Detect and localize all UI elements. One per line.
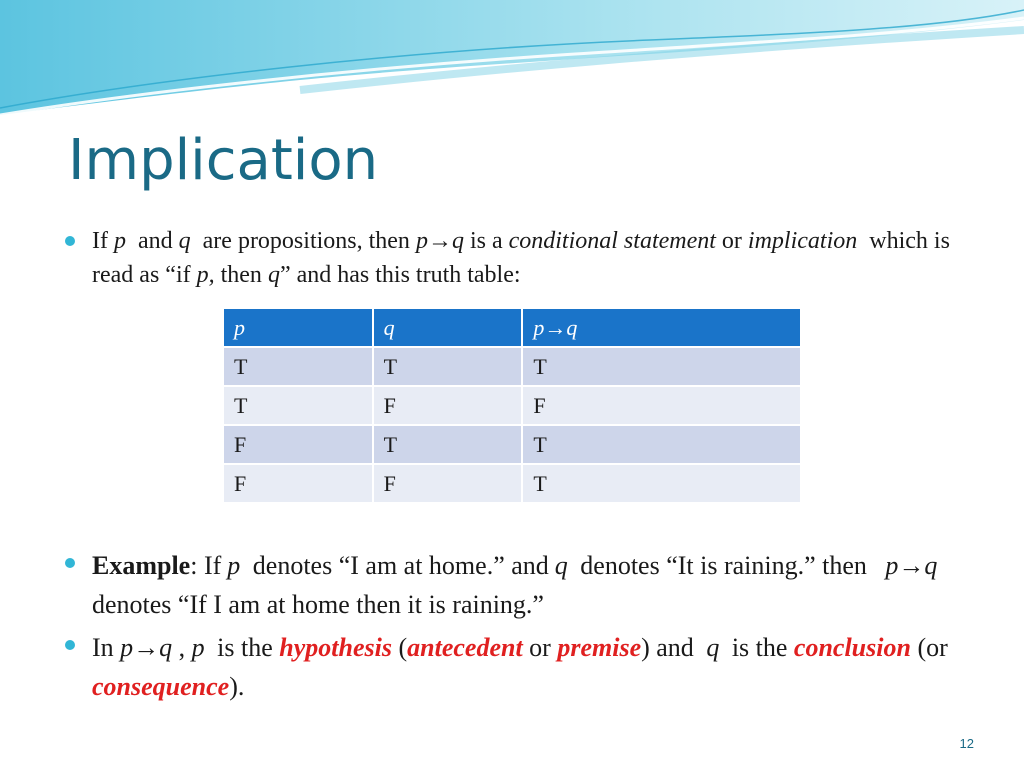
bullet-definition (92, 224, 952, 292)
math-p: p (113, 228, 126, 254)
text: In (92, 633, 114, 662)
text: ) and (641, 633, 694, 662)
term-implication: implication (747, 228, 858, 254)
text: which is read as “if (92, 228, 950, 288)
text: is a (469, 228, 503, 254)
text: is the (731, 633, 788, 662)
table-cell: F (223, 464, 373, 503)
math-q: q (178, 228, 191, 254)
math-p-implies-q: p→q (120, 633, 173, 662)
table-cell: T (223, 347, 373, 386)
header-cell-p: p (223, 308, 373, 347)
bullet-example (92, 546, 972, 624)
table-cell: F (373, 386, 523, 425)
text: (or (917, 633, 948, 662)
table-cell: F (373, 464, 523, 503)
table-cell: T (223, 386, 373, 425)
table-cell: T (373, 425, 523, 464)
text: denotes “It is raining.” then (580, 551, 867, 580)
table-cell: T (522, 464, 801, 503)
table-row (223, 425, 801, 464)
truth-table (222, 307, 802, 504)
text: denotes “I am at home.” and (252, 551, 549, 580)
text: ” and has this truth table: (279, 262, 521, 288)
term-conditional-statement: conditional statement (508, 228, 716, 254)
text: is the (217, 633, 273, 662)
text: then (220, 262, 262, 288)
slide-title: Implication (68, 128, 379, 193)
math-q: q (706, 633, 720, 662)
bullet-terminology (92, 628, 972, 706)
text: are propositions, then (202, 228, 410, 254)
table-cell: T (522, 425, 801, 464)
text: , (178, 633, 186, 662)
table-cell: F (522, 386, 801, 425)
math-q: q (554, 551, 568, 580)
term-hypothesis: hypothesis (279, 633, 392, 662)
math-p: p, (196, 262, 215, 288)
slide-number: 12 (959, 736, 974, 751)
math-q: q (267, 262, 280, 288)
text: or (529, 633, 551, 662)
header-cell-p-implies-q: p→q (522, 308, 801, 347)
table-cell: T (522, 347, 801, 386)
text: If (92, 228, 108, 254)
math-p: p (191, 633, 205, 662)
term-consequence: consequence (92, 672, 230, 701)
math-p-implies-q: p→q (415, 228, 464, 254)
text: : If (190, 551, 222, 580)
header-wave-decoration (0, 0, 1024, 130)
text: ( (398, 633, 408, 662)
table-header-row (223, 308, 801, 347)
example-label: Example (92, 551, 191, 580)
math-p-implies-q: p→q (885, 551, 938, 580)
term-conclusion: conclusion (793, 633, 911, 662)
header-cell-q: q (373, 308, 523, 347)
text: ). (229, 672, 245, 701)
text: or (721, 228, 742, 254)
text: denotes “If I am at home then it is raining.” (92, 590, 544, 619)
math-p: p (227, 551, 241, 580)
term-antecedent: antecedent (407, 633, 523, 662)
table-row (223, 386, 801, 425)
table-row (223, 464, 801, 503)
text: and (137, 228, 173, 254)
table-row (223, 347, 801, 386)
term-premise: premise (557, 633, 642, 662)
table-cell: F (223, 425, 373, 464)
table-cell: T (373, 347, 523, 386)
